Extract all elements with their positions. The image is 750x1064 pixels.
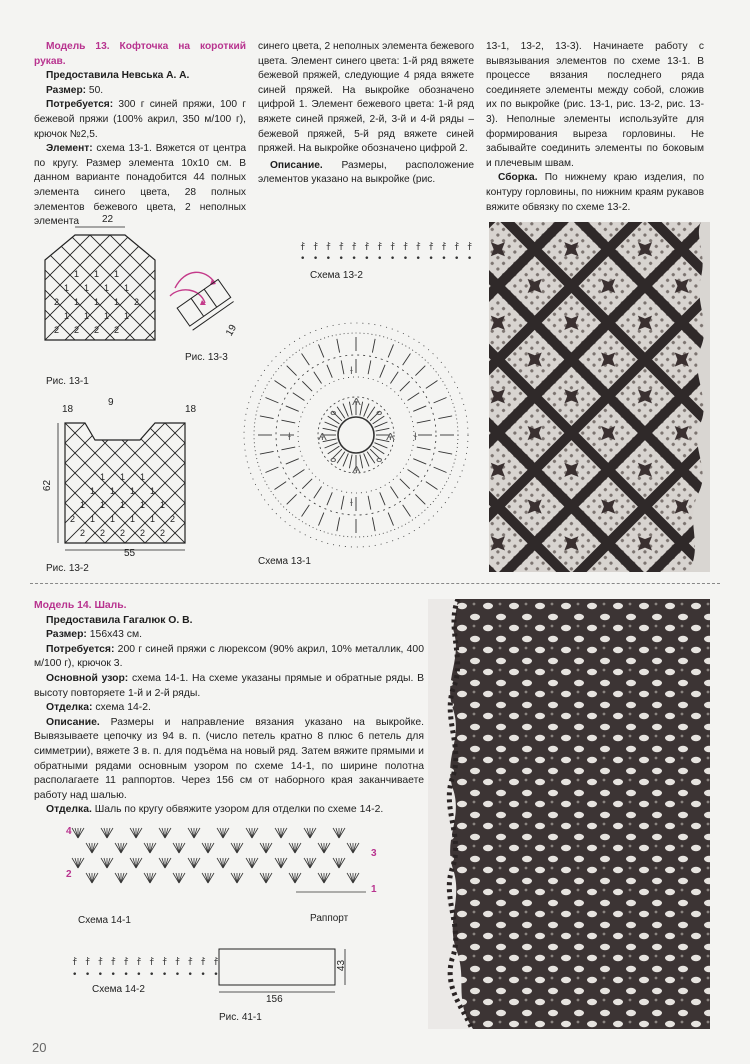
svg-text:2: 2 bbox=[100, 528, 106, 538]
svg-text:1: 1 bbox=[80, 500, 86, 510]
assembly-label: Сборка. bbox=[498, 172, 538, 184]
size-label: Размер: bbox=[46, 84, 87, 96]
fig13-3-caption: Рис. 13-3 bbox=[185, 352, 228, 363]
m14-trim-label: Отделка: bbox=[46, 702, 93, 714]
svg-text:1: 1 bbox=[110, 514, 116, 524]
svg-text:1: 1 bbox=[120, 472, 126, 482]
model13-title: Модель 13. Кофточка на короткий рукав. bbox=[34, 41, 246, 67]
m14-size-label: Размер: bbox=[46, 629, 87, 641]
photo-model14-shawl bbox=[428, 599, 710, 1029]
dim-156: 156 bbox=[266, 994, 283, 1005]
model13-col1 bbox=[34, 40, 246, 230]
svg-text:Ѧ: Ѧ bbox=[352, 397, 361, 408]
fig41-1-caption: Рис. 41-1 bbox=[219, 1012, 262, 1023]
svg-text:1: 1 bbox=[130, 486, 136, 496]
scheme14-1-diagram bbox=[66, 820, 366, 900]
model14-author: Предоставила Гагалюк О. В. bbox=[46, 614, 193, 626]
scheme13-1-diagram bbox=[238, 310, 478, 555]
svg-text:1: 1 bbox=[160, 500, 166, 510]
scheme14-2-chain: • • • • • • • • • • • • bbox=[72, 970, 220, 980]
scheme13-2-symbols: ḟ ḟ ḟ ḟ ḟ ḟ ḟ ḟ ḟ ḟ ḟ ḟ ḟ ḟ bbox=[300, 243, 474, 253]
m14-need-value: 200 г синей пряжи с люрексом (90% акрил, 10% металлик, 400 м/100 г), крючок 3. bbox=[34, 643, 424, 670]
scheme14-2-symbols: ḟ ḟ ḟ ḟ ḟ ḟ ḟ ḟ ḟ ḟ ḟ ḟ bbox=[72, 958, 220, 968]
svg-text:2: 2 bbox=[140, 528, 146, 538]
svg-text:1: 1 bbox=[104, 311, 110, 321]
svg-text:1: 1 bbox=[120, 500, 126, 510]
dim-18-right: 18 bbox=[185, 404, 197, 415]
page-number: 20 bbox=[32, 1040, 47, 1055]
scheme13-1-caption: Схема 13-1 bbox=[258, 556, 311, 567]
svg-text:1: 1 bbox=[90, 514, 96, 524]
fig13-3-diagram bbox=[160, 258, 250, 358]
model14-text bbox=[34, 599, 424, 818]
svg-text:2: 2 bbox=[114, 325, 120, 335]
svg-text:ⴰ: ⴰ bbox=[376, 407, 383, 418]
fig13-1-diagram bbox=[40, 215, 180, 365]
svg-text:1: 1 bbox=[64, 283, 70, 293]
svg-text:2: 2 bbox=[134, 297, 140, 307]
desc-label: Описание. bbox=[270, 159, 323, 171]
fig13-1-caption: Рис. 13-1 bbox=[46, 376, 89, 387]
m14-finish-label: Отделка. bbox=[46, 804, 92, 816]
svg-text:2: 2 bbox=[70, 514, 76, 524]
svg-text:1: 1 bbox=[94, 297, 100, 307]
model13-col2-text: синего цвета, 2 неполных элемента бежевого цвета. Элемент синего цвета: 1-й ряд вяжете бежевой пряжей, следующие 4 ряда вяжете синей пряжей. На выкройке обозначено цифрой 1. Элемент бежевого цвета: 1-й ряд вяжете синей пряжей, 2-й, 3-й и 4-й ряды – бежевой пряжей, 5-й ряд вяжете синей пряжей. На выкройке обозначено цифрой 2. bbox=[258, 41, 474, 155]
scheme13-2-caption: Схема 13-2 bbox=[310, 270, 363, 281]
svg-text:1: 1 bbox=[124, 283, 130, 293]
svg-text:ƚ: ƚ bbox=[414, 432, 417, 443]
svg-text:ⴰ: ⴰ bbox=[376, 454, 383, 465]
svg-text:1: 1 bbox=[100, 472, 106, 482]
m14-size-value: 156х43 см. bbox=[86, 629, 142, 641]
svg-text:ƚ: ƚ bbox=[288, 432, 291, 443]
dim-9: 9 bbox=[108, 397, 114, 408]
svg-text:1: 1 bbox=[84, 311, 90, 321]
row-label-1: 1 bbox=[371, 884, 377, 895]
svg-text:1: 1 bbox=[94, 269, 100, 279]
svg-text:1: 1 bbox=[64, 311, 70, 321]
scheme14-2-caption: Схема 14-2 bbox=[92, 984, 145, 995]
svg-text:1: 1 bbox=[130, 514, 136, 524]
svg-text:1: 1 bbox=[150, 486, 156, 496]
dim-62: 62 bbox=[42, 479, 54, 492]
section-separator bbox=[30, 583, 720, 584]
m14-desc-label: Описание. bbox=[46, 716, 100, 728]
svg-text:Ѧ: Ѧ bbox=[352, 465, 361, 476]
assembly-value: По нижнему краю изделия, по контуру горловины, по нижним краям рукавов вяжите обвязку по схеме 13-2. bbox=[486, 172, 704, 213]
svg-text:ƚ: ƚ bbox=[350, 366, 353, 377]
dim-18-left: 18 bbox=[62, 404, 74, 415]
model14-title: Модель 14. Шаль. bbox=[34, 600, 127, 611]
element-value: схема 13-1. Вяжется от центра по кругу. Размер элемента 10х10 см. В данном варианте понадобится 44 полных элемента синего цвета, 28 полных элементов бежевого цвета, 2 неполных элемента bbox=[34, 143, 246, 228]
svg-text:2: 2 bbox=[170, 514, 176, 524]
size-value: 50. bbox=[86, 84, 104, 96]
svg-text:1: 1 bbox=[90, 486, 96, 496]
row-label-4: 4 bbox=[66, 826, 72, 837]
svg-text:1: 1 bbox=[110, 486, 116, 496]
svg-text:1: 1 bbox=[74, 269, 80, 279]
model13-col3 bbox=[486, 40, 704, 215]
svg-text:2: 2 bbox=[54, 297, 60, 307]
m14-need-label: Потребуется: bbox=[46, 643, 115, 655]
need-value: 300 г синей пряжи, 100 г бежевой пряжи (100% акрил, 350 м/100 г), крючок №2,5. bbox=[34, 99, 246, 140]
dim-19: 19 bbox=[224, 322, 240, 339]
row-label-2: 2 bbox=[66, 869, 72, 880]
fig13-1-num: 2 bbox=[54, 325, 60, 335]
svg-text:1: 1 bbox=[104, 283, 110, 293]
dim-55: 55 bbox=[124, 548, 136, 559]
svg-text:1: 1 bbox=[124, 311, 130, 321]
m14-pattern-label: Основной узор: bbox=[46, 672, 129, 684]
model13-author: Предоставила Невська А. А. bbox=[46, 70, 190, 82]
scheme13-2-chain: • • • • • • • • • • • • • • bbox=[300, 254, 474, 264]
svg-text:1: 1 bbox=[140, 472, 146, 482]
fig41-1-diagram bbox=[215, 945, 360, 1015]
m14-pattern-value: схема 14-1. На схеме указаны прямые и обратные ряды. В высоту повторяете 1-й и 2-й ряды. bbox=[34, 672, 424, 699]
svg-text:1: 1 bbox=[114, 269, 120, 279]
svg-text:ⴰ: ⴰ bbox=[330, 407, 337, 418]
svg-text:Ѧ: Ѧ bbox=[318, 432, 327, 443]
element-label: Элемент: bbox=[46, 143, 93, 155]
row-label-3: 3 bbox=[371, 848, 377, 859]
model13-col2 bbox=[258, 40, 474, 188]
svg-text:1: 1 bbox=[140, 500, 146, 510]
svg-text:2: 2 bbox=[80, 528, 86, 538]
photo-model13-squares bbox=[489, 222, 710, 572]
svg-text:1: 1 bbox=[84, 283, 90, 293]
dim-43: 43 bbox=[336, 959, 348, 972]
dim-22: 22 bbox=[102, 214, 114, 225]
svg-text:1: 1 bbox=[114, 297, 120, 307]
svg-text:2: 2 bbox=[94, 325, 100, 335]
m14-trim-value: схема 14-2. bbox=[92, 702, 151, 714]
fig13-2-caption: Рис. 13-2 bbox=[46, 563, 89, 574]
m14-desc-value: Размеры и направление вязания указано на выкройке. Вывязываете цепочку из 94 в. п. (число петель кратно 8 плюс 6 петель для симметрии), вяжете 3 в. п. для подъёма на новый ряд. Затем вяжите прямыми и обратными рядами основным узором по схеме 14-1, по ширине полотна располагаете 11 раппортов. Через 156 см от наборного края заканчиваете работу над шалью. bbox=[34, 716, 424, 801]
svg-text:1: 1 bbox=[150, 514, 156, 524]
rapport-label: Раппорт bbox=[310, 913, 349, 924]
svg-text:2: 2 bbox=[74, 325, 80, 335]
svg-text:1: 1 bbox=[74, 297, 80, 307]
svg-text:2: 2 bbox=[160, 528, 166, 538]
desc-value: Размеры, расположение элементов указано на выкройке (рис. bbox=[258, 159, 474, 186]
m14-finish-value: Шаль по кругу обвяжите узором для отделки по схеме 14-2. bbox=[91, 804, 384, 816]
need-label: Потребуется: bbox=[46, 99, 114, 111]
svg-text:ⴰ: ⴰ bbox=[330, 454, 337, 465]
fig13-2-diagram bbox=[40, 398, 210, 568]
svg-text:ƚ: ƚ bbox=[350, 498, 353, 509]
svg-text:1: 1 bbox=[100, 500, 106, 510]
svg-text:Ѧ: Ѧ bbox=[386, 432, 395, 443]
scheme14-1-caption: Схема 14-1 bbox=[78, 915, 131, 926]
model13-col3-text: 13-1, 13-2, 13-3). Начинаете работу с вывязывания элементов по схеме 13-1. В процессе вязания последнего ряда соединяете элементы между собой, сложив их по выкройке (рис. 13-1, рис. 13-2, рис. 13-3). Неполные элементы используйте для формирования выреза горловины. Не забывайте соединить элементы по боковым и плечевым швам. bbox=[486, 41, 704, 169]
svg-text:2: 2 bbox=[120, 528, 126, 538]
